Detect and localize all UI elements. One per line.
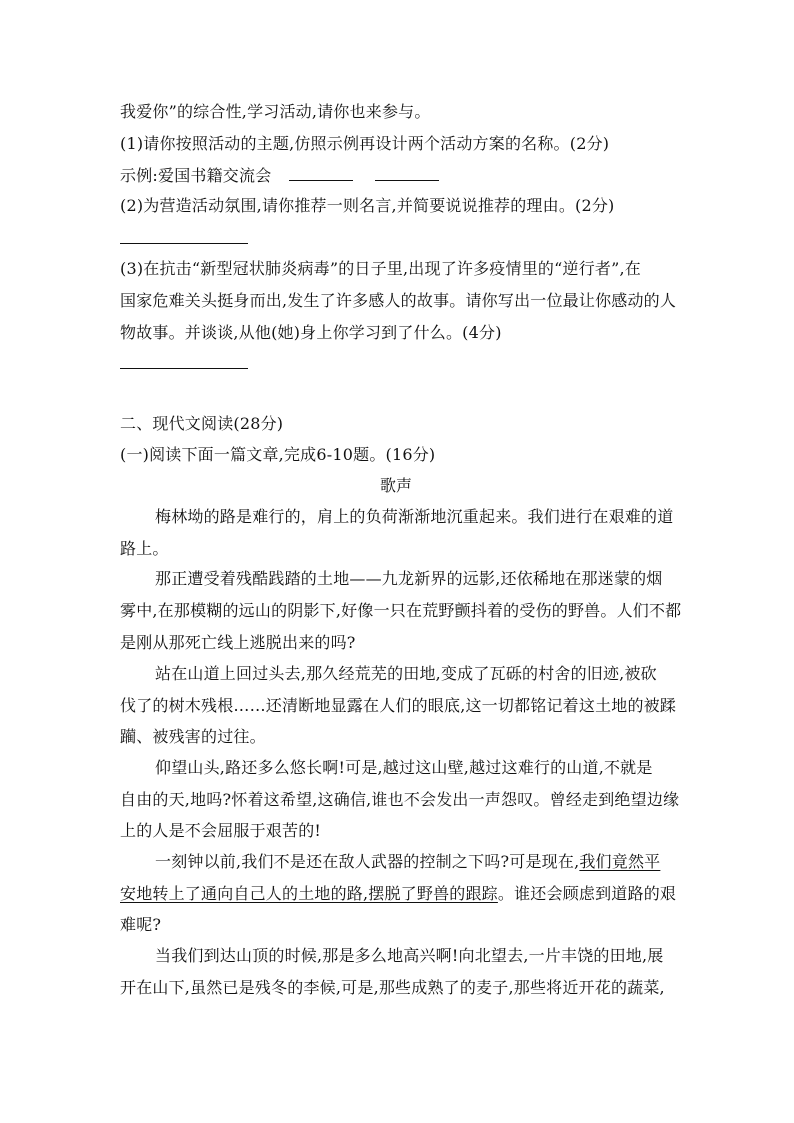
paragraph-4-line-1: 仰望山头,路还多么悠长啊!可是,越过这山壁,越过这难行的山道,不就是 (155, 758, 653, 777)
paragraph-3-line-2: 伐了的树木残根……还清断地显露在人们的眼底,这一切都铭记着这土地的被蹂 (120, 696, 677, 715)
paragraph-5-underlined-end: 安地转上了通向自己人的土地的路,摆脱了野兽的跟踪 (120, 884, 498, 903)
section-subheading: (一)阅读下面一篇文章,完成6-10题。(16分) (120, 445, 436, 464)
answer-blank-2[interactable] (375, 166, 439, 181)
paragraph-3-line-3: 躏、被残害的过往。 (120, 727, 266, 746)
question-3-line-2: 国家危难关头挺身而出,发生了许多感人的故事。请你写出一位最让你感动的人 (120, 291, 677, 310)
question-1-example-row (120, 166, 680, 186)
paragraph-5-line-3: 难呢? (120, 915, 162, 934)
paragraph-5-underlined-start: 我们竟然平 (579, 852, 661, 871)
paragraph-6-line-2: 开在山下,虽然已是残冬的李候,可是,那些成熟了的麦子,那些将近开花的蔬菜, (120, 978, 665, 997)
paragraph-4-line-2: 自由的天,地吗?怀着这希望,这确信,谁也不会发出一声怨叹。曾经走到绝望边缘 (120, 790, 680, 809)
question-3-line-3: 物故事。并谈谈,从他(她)身上你学习到了什么。(4分) (120, 323, 502, 342)
intro-line: 我爱你”的综合性,学习活动,请你也来参与。 (120, 102, 431, 121)
paragraph-2-line-1: 那正遭受着残酷践踏的土地——九龙新界的远影,还依稀地在那迷蒙的烟 (155, 569, 663, 588)
paragraph-6-line-1: 当我们到达山顶的时候,那是多么地高兴啊!向北望去,一片丰饶的田地,展 (155, 946, 664, 965)
paragraph-2-line-3: 是刚从那死亡线上逃脱出来的吗? (120, 633, 356, 652)
paragraph-4-line-3: 上的人是不会屈服于艰苦的! (120, 821, 322, 840)
question-1-text: (1)请你按照活动的主题,仿照示例再设计两个活动方案的名称。(2分) (120, 134, 610, 153)
paragraph-5-line-1-plain: 一刻钟以前,我们不是还在敌人武器的控制之下吗?可是现在, (155, 852, 580, 871)
question-2-text: (2)为营造活动氛围,请你推荐一则名言,并简要说说推荐的理由。(2分) (120, 196, 615, 215)
question-2-answer-line[interactable] (120, 243, 248, 244)
paragraph-5-line-2-plain: 。谁还会顾虑到道路的艰 (497, 884, 677, 903)
answer-blank-1[interactable] (289, 166, 353, 181)
paragraph-1-line-2: 路上。 (120, 539, 169, 558)
paragraph-5-line-2 (120, 884, 680, 904)
paragraph-1-line-1: 梅林坳的路是难行的，肩上的负荷渐渐地沉重起来。我们进行在艰难的道 (155, 507, 674, 526)
question-1-example-label: 示例:爱国书籍交流会 (120, 166, 272, 185)
paragraph-2-line-2: 雾中,在那模糊的远山的阴影下,好像一只在荒野颤抖着的受伤的野兽。人们不都 (120, 601, 682, 620)
article-title: 歌声 (380, 476, 413, 495)
question-3-answer-line[interactable] (120, 368, 248, 369)
paragraph-3-line-1: 站在山道上回过头去,那久经荒芜的田地,变成了瓦砾的村舍的旧迹,被砍 (155, 664, 657, 683)
question-3-line-1: (3)在抗击“新型冠状肺炎病毒”的日子里,出现了许多疫情里的“逆行者”,在 (120, 259, 641, 278)
paragraph-5-line-1 (155, 852, 680, 872)
section-heading: 二、现代文阅读(28分) (120, 414, 284, 433)
